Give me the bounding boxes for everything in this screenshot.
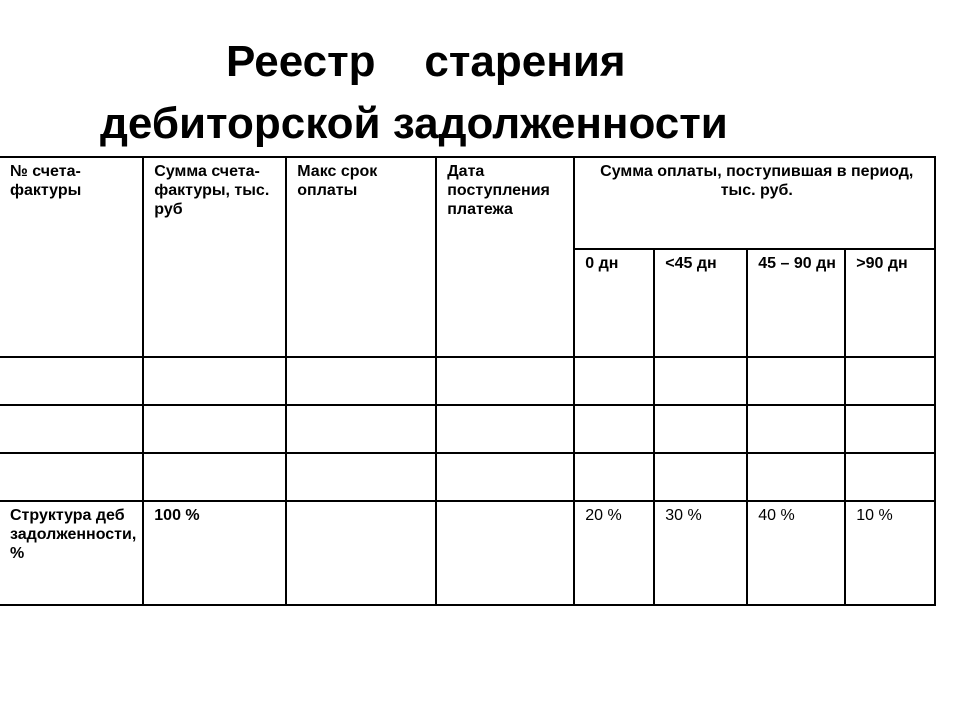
table-row [0, 405, 935, 453]
table-cell [574, 453, 654, 501]
header-max-payment-term: Макс срок оплаты [286, 157, 436, 357]
header-bucket-45-90-days: 45 – 90 дн [747, 249, 845, 357]
table-cell [747, 405, 845, 453]
header-bucket-over-90-days: >90 дн [845, 249, 935, 357]
table-cell [286, 357, 436, 405]
table-cell [286, 405, 436, 453]
table-cell [747, 453, 845, 501]
structure-row [0, 501, 935, 605]
table-cell [143, 405, 286, 453]
structure-value-45-90-days: 40 % [747, 501, 845, 605]
structure-row-label: Структура деб задолженности, % [0, 501, 143, 605]
header-invoice-number: № счета-фактуры [0, 157, 143, 357]
table-cell [845, 405, 935, 453]
table-cell [845, 453, 935, 501]
structure-row-total: 100 % [143, 501, 286, 605]
table-cell [747, 357, 845, 405]
table-cell [436, 405, 574, 453]
table-cell [654, 453, 747, 501]
structure-value-0-days: 20 % [574, 501, 654, 605]
header-payment-in-period: Сумма оплаты, поступившая в период, тыс. руб. [574, 157, 935, 249]
table-cell [654, 357, 747, 405]
structure-row-receipt-date [436, 501, 574, 605]
title-line-2: дебиторской задолженности [100, 99, 728, 148]
table-cell [0, 357, 143, 405]
aging-register-table [0, 156, 936, 606]
table-cell [0, 405, 143, 453]
structure-row-max-term [286, 501, 436, 605]
table-cell [574, 405, 654, 453]
table-cell [574, 357, 654, 405]
header-bucket-under-45-days: <45 дн [654, 249, 747, 357]
table-row [0, 453, 935, 501]
table-cell [143, 357, 286, 405]
table-cell [845, 357, 935, 405]
table-cell [436, 357, 574, 405]
table-row [0, 357, 935, 405]
table-cell [286, 453, 436, 501]
table-cell [0, 453, 143, 501]
table-cell [143, 453, 286, 501]
header-bucket-0-days: 0 дн [574, 249, 654, 357]
header-payment-receipt-date: Дата поступления платежа [436, 157, 574, 357]
structure-value-under-45-days: 30 % [654, 501, 747, 605]
table-cell [654, 405, 747, 453]
structure-value-over-90-days: 10 % [845, 501, 935, 605]
header-invoice-sum: Сумма счета-фактуры, тыс. руб [143, 157, 286, 357]
title-line-1: Реестр старения [226, 37, 626, 86]
table-cell [436, 453, 574, 501]
